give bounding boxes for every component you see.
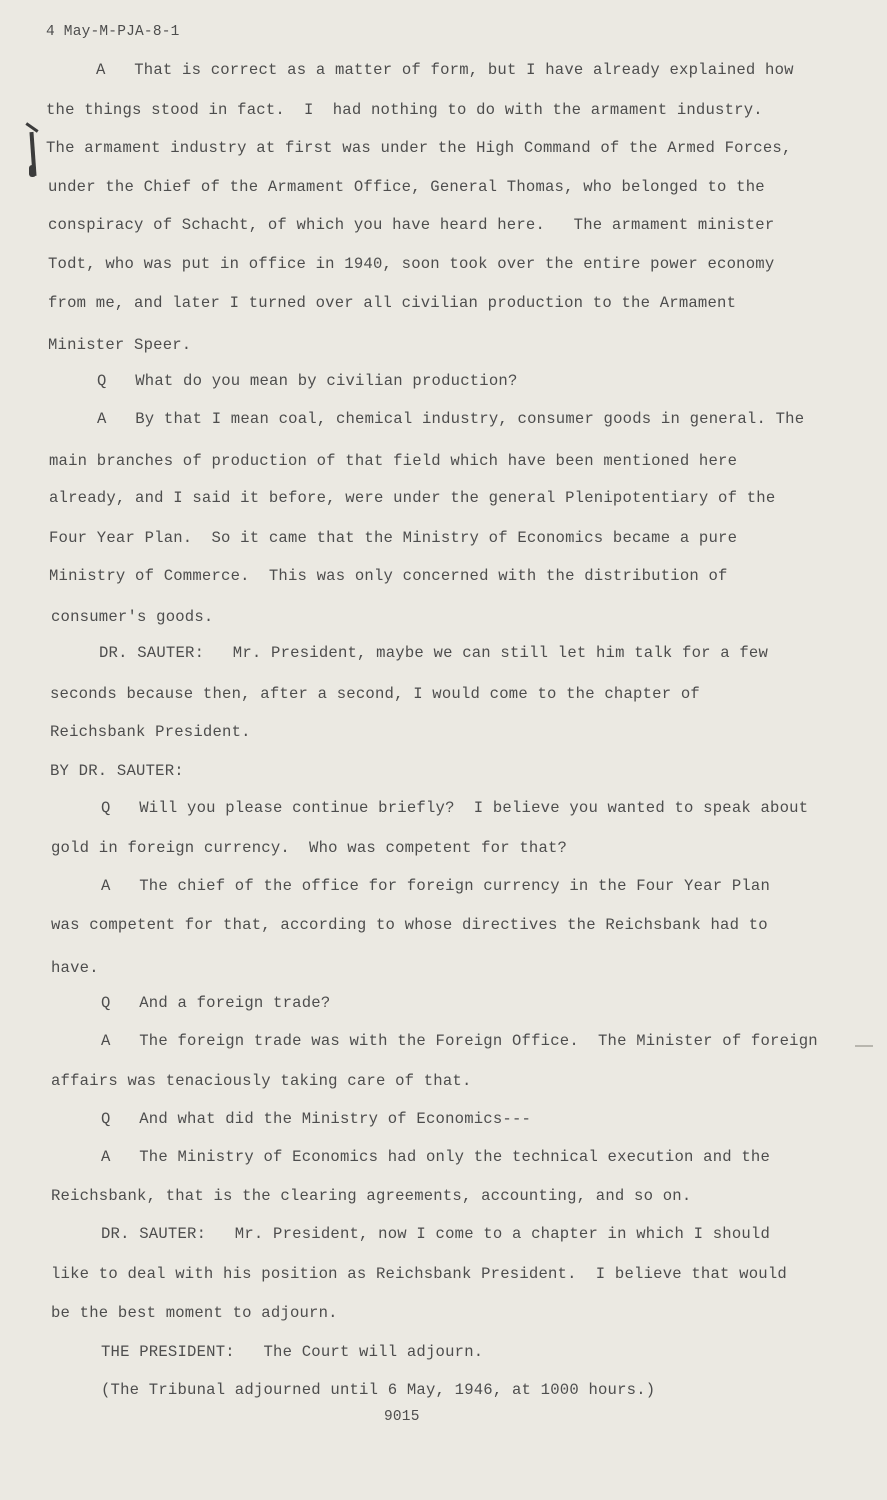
text-line: was competent for that, according to whose directives the Reichsbank had to	[51, 916, 768, 934]
text-line: Minister Speer.	[48, 336, 192, 354]
text-line: from me, and later I turned over all civilian production to the Armament	[48, 294, 737, 312]
text-line: A That is correct as a matter of form, but I have already explained how	[96, 61, 794, 79]
text-line: THE PRESIDENT: The Court will adjourn.	[101, 1343, 484, 1361]
text-line: under the Chief of the Armament Office, General Thomas, who belonged to the	[48, 178, 765, 196]
text-line: BY DR. SAUTER:	[50, 762, 184, 780]
text-line: gold in foreign currency. Who was competent for that?	[51, 839, 568, 857]
text-line: Todt, who was put in office in 1940, soon took over the entire power economy	[48, 255, 775, 273]
text-line: DR. SAUTER: Mr. President, now I come to a chapter in which I should	[101, 1225, 771, 1243]
text-line: A By that I mean coal, chemical industry, consumer goods in general. The	[97, 410, 805, 428]
text-line: Q What do you mean by civilian production?	[97, 372, 518, 390]
text-line: Q Will you please continue briefly? I believe you wanted to speak about	[101, 799, 809, 817]
text-line: consumer's goods.	[51, 608, 214, 626]
text-line: like to deal with his position as Reichsbank President. I believe that would	[51, 1265, 787, 1283]
edge-mark	[855, 1045, 873, 1047]
margin-mark	[29, 165, 36, 177]
text-line: the things stood in fact. I had nothing to do with the armament industry.	[46, 101, 763, 119]
text-line: Reichsbank President.	[50, 723, 251, 741]
text-line: main branches of production of that field which have been mentioned here	[49, 452, 738, 470]
text-line: have.	[51, 959, 99, 977]
text-line: DR. SAUTER: Mr. President, maybe we can still let him talk for a few	[99, 644, 769, 662]
text-line: A The foreign trade was with the Foreign Office. The Minister of foreign	[101, 1032, 818, 1050]
page-number: 9015	[384, 1409, 420, 1425]
text-line: Q And what did the Ministry of Economics---	[101, 1110, 532, 1128]
header-reference: 4 May-M-PJA-8-1	[46, 24, 180, 40]
text-line: A The Ministry of Economics had only the technical execution and the	[101, 1148, 771, 1166]
text-line: seconds because then, after a second, I would come to the chapter of	[50, 685, 700, 703]
text-line: Reichsbank, that is the clearing agreements, accounting, and so on.	[51, 1187, 692, 1205]
text-line: Four Year Plan. So it came that the Ministry of Economics became a pure	[49, 529, 738, 547]
text-line: Q And a foreign trade?	[101, 994, 331, 1012]
text-line: be the best moment to adjourn.	[51, 1304, 338, 1322]
text-line: A The chief of the office for foreign currency in the Four Year Plan	[101, 877, 771, 895]
text-line: The armament industry at first was under the High Command of the Armed Forces,	[46, 139, 792, 157]
text-line: conspiracy of Schacht, of which you have heard here. The armament minister	[48, 216, 775, 234]
text-line: Ministry of Commerce. This was only concerned with the distribution of	[49, 567, 728, 585]
text-line: (The Tribunal adjourned until 6 May, 1946, at 1000 hours.)	[101, 1381, 656, 1399]
text-line: affairs was tenaciously taking care of that.	[51, 1072, 472, 1090]
text-line: already, and I said it before, were under the general Plenipotentiary of the	[49, 489, 776, 507]
